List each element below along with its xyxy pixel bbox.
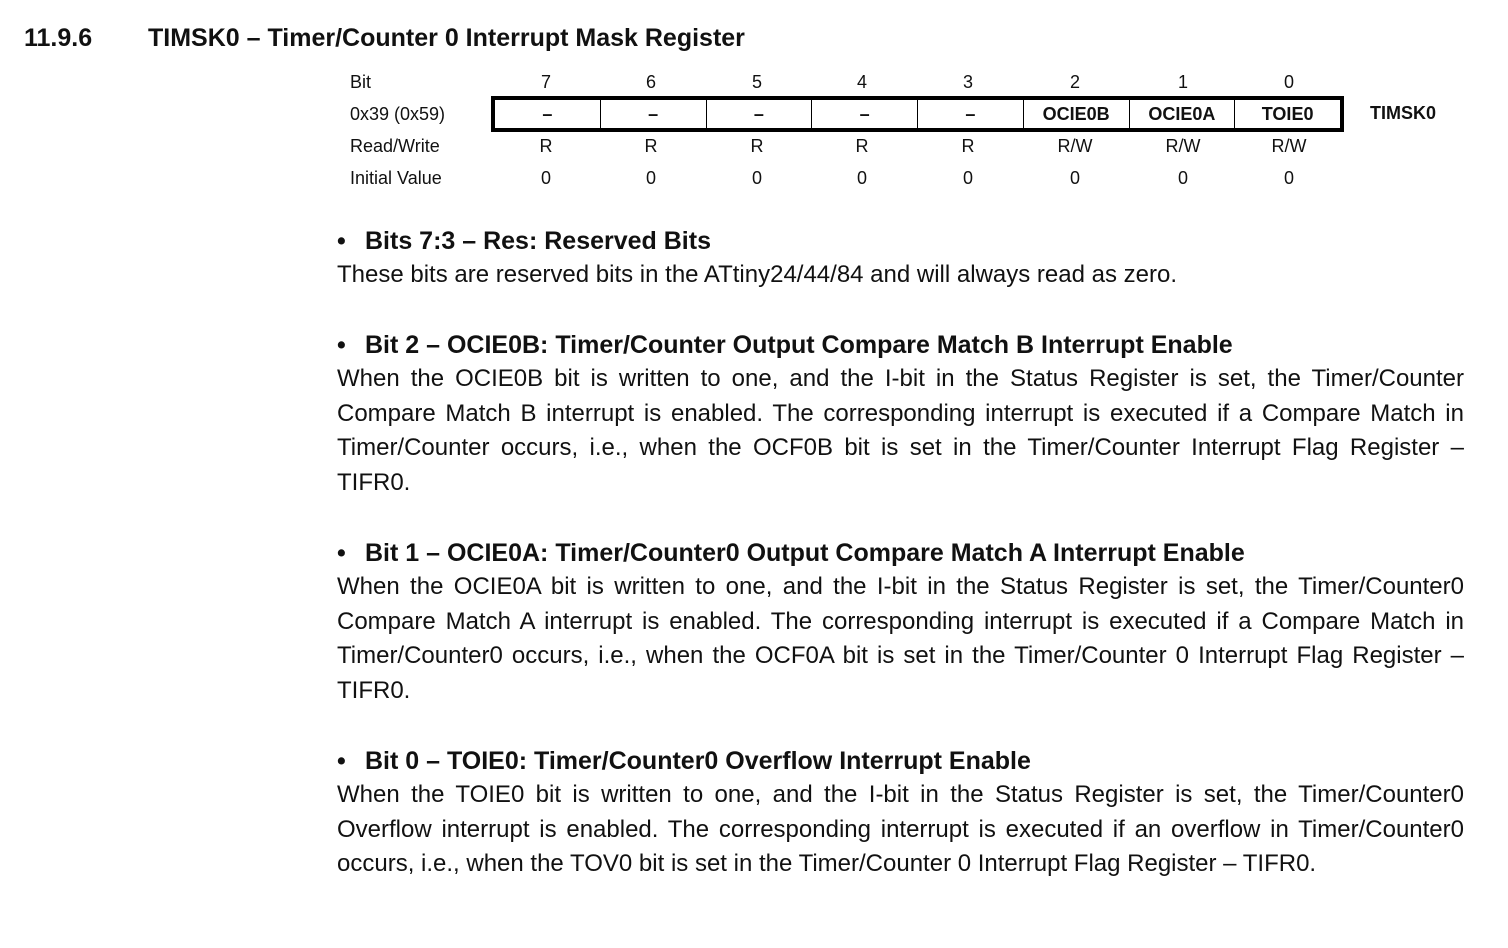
bit-access: R	[644, 136, 658, 156]
bit-access: R/W	[1057, 136, 1093, 156]
bit-access: R	[961, 136, 975, 156]
bit-number: 0	[1283, 72, 1294, 92]
bit-initial-value: 0	[540, 168, 551, 188]
bit-description-reserved	[337, 227, 1464, 293]
heading-text: Bits 7:3 – Res: Reserved Bits	[365, 227, 711, 255]
bit-field: OCIE0A	[1130, 100, 1236, 128]
bit-field: –	[918, 100, 1024, 128]
bit-number: 2	[1069, 72, 1080, 92]
bit-description-ocie0b	[337, 331, 1464, 500]
bit-field: –	[601, 100, 707, 128]
heading-text: Bit 0 – TOIE0: Timer/Counter0 Overflow Interrupt Enable	[365, 747, 1031, 775]
bit-initial-value: 0	[856, 168, 867, 188]
register-bit-fields	[491, 96, 1344, 132]
bit-initial-value: 0	[1069, 168, 1080, 188]
bit-description-body: When the TOIE0 bit is written to one, and the I-bit in the Status Register is set, the Timer/Counter0 Overflow interrupt is enabled. The corresponding interrupt is executed if an overflow in Timer/Counter0 occurs, i.e., when the TOV0 bit is set in the Timer/Counter 0 Interrupt Flag Register – TIFR0.	[337, 781, 1464, 877]
register-name: TIMSK0	[1370, 103, 1437, 123]
read-write-row-label: Read/Write	[350, 136, 440, 156]
bit-number: 5	[751, 72, 762, 92]
address-row-label: 0x39 (0x59)	[350, 104, 446, 124]
bit-field: –	[495, 100, 601, 128]
bit-access: R	[855, 136, 869, 156]
bit-field: –	[707, 100, 813, 128]
bit-number: 3	[962, 72, 973, 92]
bit-description-heading	[337, 331, 1464, 360]
heading-text: Bit 1 – OCIE0A: Timer/Counter0 Output Compare Match A Interrupt Enable	[365, 539, 1245, 567]
bit-number: 6	[645, 72, 656, 92]
bullet: •	[337, 331, 346, 359]
bit-access: R	[539, 136, 553, 156]
bit-access: R/W	[1165, 136, 1201, 156]
bit-field: –	[812, 100, 918, 128]
bullet: •	[337, 227, 346, 255]
bit-number: 7	[540, 72, 551, 92]
section-number: 11.9.6	[24, 24, 93, 52]
bit-number: 4	[856, 72, 867, 92]
bit-initial-value: 0	[1283, 168, 1294, 188]
bit-initial-value: 0	[1177, 168, 1188, 188]
bit-description-body: These bits are reserved bits in the ATtiny24/44/84 and will always read as zero.	[337, 261, 1177, 288]
heading-text: Bit 2 – OCIE0B: Timer/Counter Output Compare Match B Interrupt Enable	[365, 331, 1233, 359]
initial-value-row-label: Initial Value	[350, 168, 442, 188]
bit-row-label: Bit	[350, 72, 372, 92]
bit-description-body: When the OCIE0B bit is written to one, and the I-bit in the Status Register is set, the Timer/Counter Compare Match B interrupt is enabled. The corresponding interrupt is executed if a Compare Match in Timer/Counter occurs, i.e., when the OCF0B bit is set in the Timer/Counter Interrupt Flag Register – TIFR0.	[337, 365, 1464, 496]
section-title: TIMSK0 – Timer/Counter 0 Interrupt Mask Register	[148, 24, 745, 52]
bit-description-heading	[337, 539, 1464, 568]
bit-description-toie0	[337, 747, 1464, 882]
bit-description-heading	[337, 747, 1464, 776]
bit-access: R/W	[1271, 136, 1307, 156]
bit-access: R	[750, 136, 764, 156]
bullet: •	[337, 539, 346, 567]
bit-description-heading	[337, 227, 1464, 256]
bullet: •	[337, 747, 346, 775]
bit-initial-value: 0	[962, 168, 973, 188]
bit-field: TOIE0	[1261, 103, 1314, 124]
bit-initial-value: 0	[645, 168, 656, 188]
bit-field: OCIE0B	[1024, 100, 1130, 128]
bit-number: 1	[1177, 72, 1188, 92]
bit-description-body: When the OCIE0A bit is written to one, and the I-bit in the Status Register is set, the Timer/Counter0 Compare Match A interrupt is enabled. The corresponding interrupt is executed if a Compare Match in Timer/Counter0 occurs, i.e., when the OCF0A bit is set in the Timer/Counter 0 Interrupt Flag Register – TIFR0.	[337, 573, 1464, 704]
bit-description-ocie0a	[337, 539, 1464, 708]
bit-initial-value: 0	[751, 168, 762, 188]
